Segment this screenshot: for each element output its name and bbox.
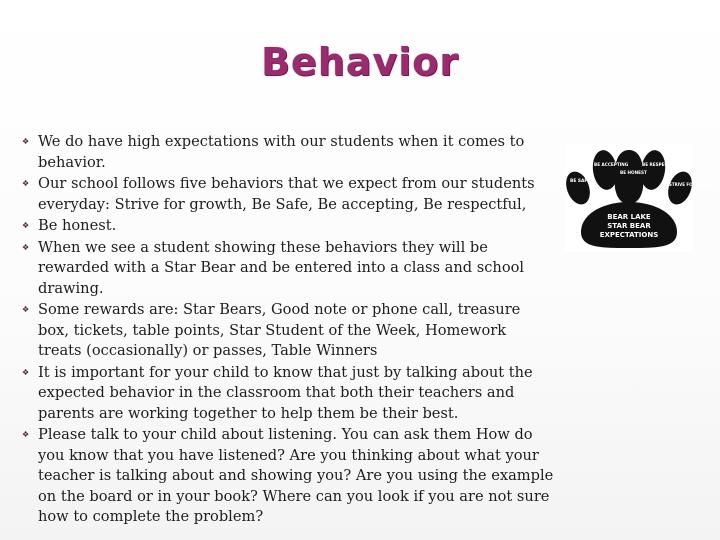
bullet-text: Some rewards are: Star Bears, Good note or phone call, treasure box, tickets, table points, Star Student of the Week, Homework treats (occasionally) or passes, Table Winners	[38, 301, 521, 359]
diamond-bullet-icon: ❖	[22, 367, 30, 377]
list-item	[22, 174, 554, 215]
bullet-text: When we see a student showing these behaviors they will be rewarded with a Star Bear and be entered into a class and school drawing.	[38, 238, 525, 297]
bullet-text: Please talk to your child about listening. You can ask them How do you know that you have listened? Are you thinking about what your teacher is talking about and showing you? Are you using the example on the board or in your book? Where can you look if you are not sure how to complete the problem?	[38, 426, 554, 525]
diamond-bullet-icon: ❖	[22, 305, 30, 314]
diamond-bullet-icon: ❖	[22, 242, 30, 252]
logo-pad-label: BE SAFE	[570, 179, 591, 184]
list-item	[22, 363, 554, 425]
slide-title: Behavior	[260, 40, 460, 84]
bullet-list	[22, 132, 554, 529]
list-item	[22, 425, 554, 528]
bullet-text: Be honest.	[38, 217, 117, 234]
logo-pad-label: BE RESPECTFUL	[642, 162, 680, 167]
bullet-text: Our school follows five behaviors that we expect from our students everyday: Strive for growth, Be Safe, Be accepting, Be respectful,	[38, 175, 535, 213]
bear-paw-logo	[565, 144, 718, 252]
diamond-bullet-icon: ❖	[22, 137, 30, 146]
paw-print-icon	[565, 144, 718, 252]
logo-main-line: STAR BEAR	[607, 222, 651, 230]
logo-main-line: BEAR LAKE	[607, 213, 651, 221]
list-item	[22, 132, 554, 173]
bullet-text: We do have high expectations with our students when it comes to behavior.	[38, 133, 525, 171]
bullet-text: It is important for your child to know that just by talking about the expected behavior in the classroom that both their teachers and parents are working together to help them be their best.	[38, 363, 533, 422]
logo-pad-label: BE ACCEPTING	[594, 162, 629, 167]
logo-main-line: EXPECTATIONS	[599, 231, 659, 239]
diamond-bullet-icon: ❖	[22, 221, 30, 230]
list-item	[22, 238, 554, 300]
logo-pad-label: BE HONEST	[620, 170, 647, 175]
list-item	[22, 300, 554, 362]
list-item	[22, 216, 554, 237]
logo-pad-label: STRIVE FOR GROWTH	[669, 182, 718, 187]
diamond-bullet-icon: ❖	[22, 430, 30, 439]
diamond-bullet-icon: ❖	[22, 179, 30, 188]
